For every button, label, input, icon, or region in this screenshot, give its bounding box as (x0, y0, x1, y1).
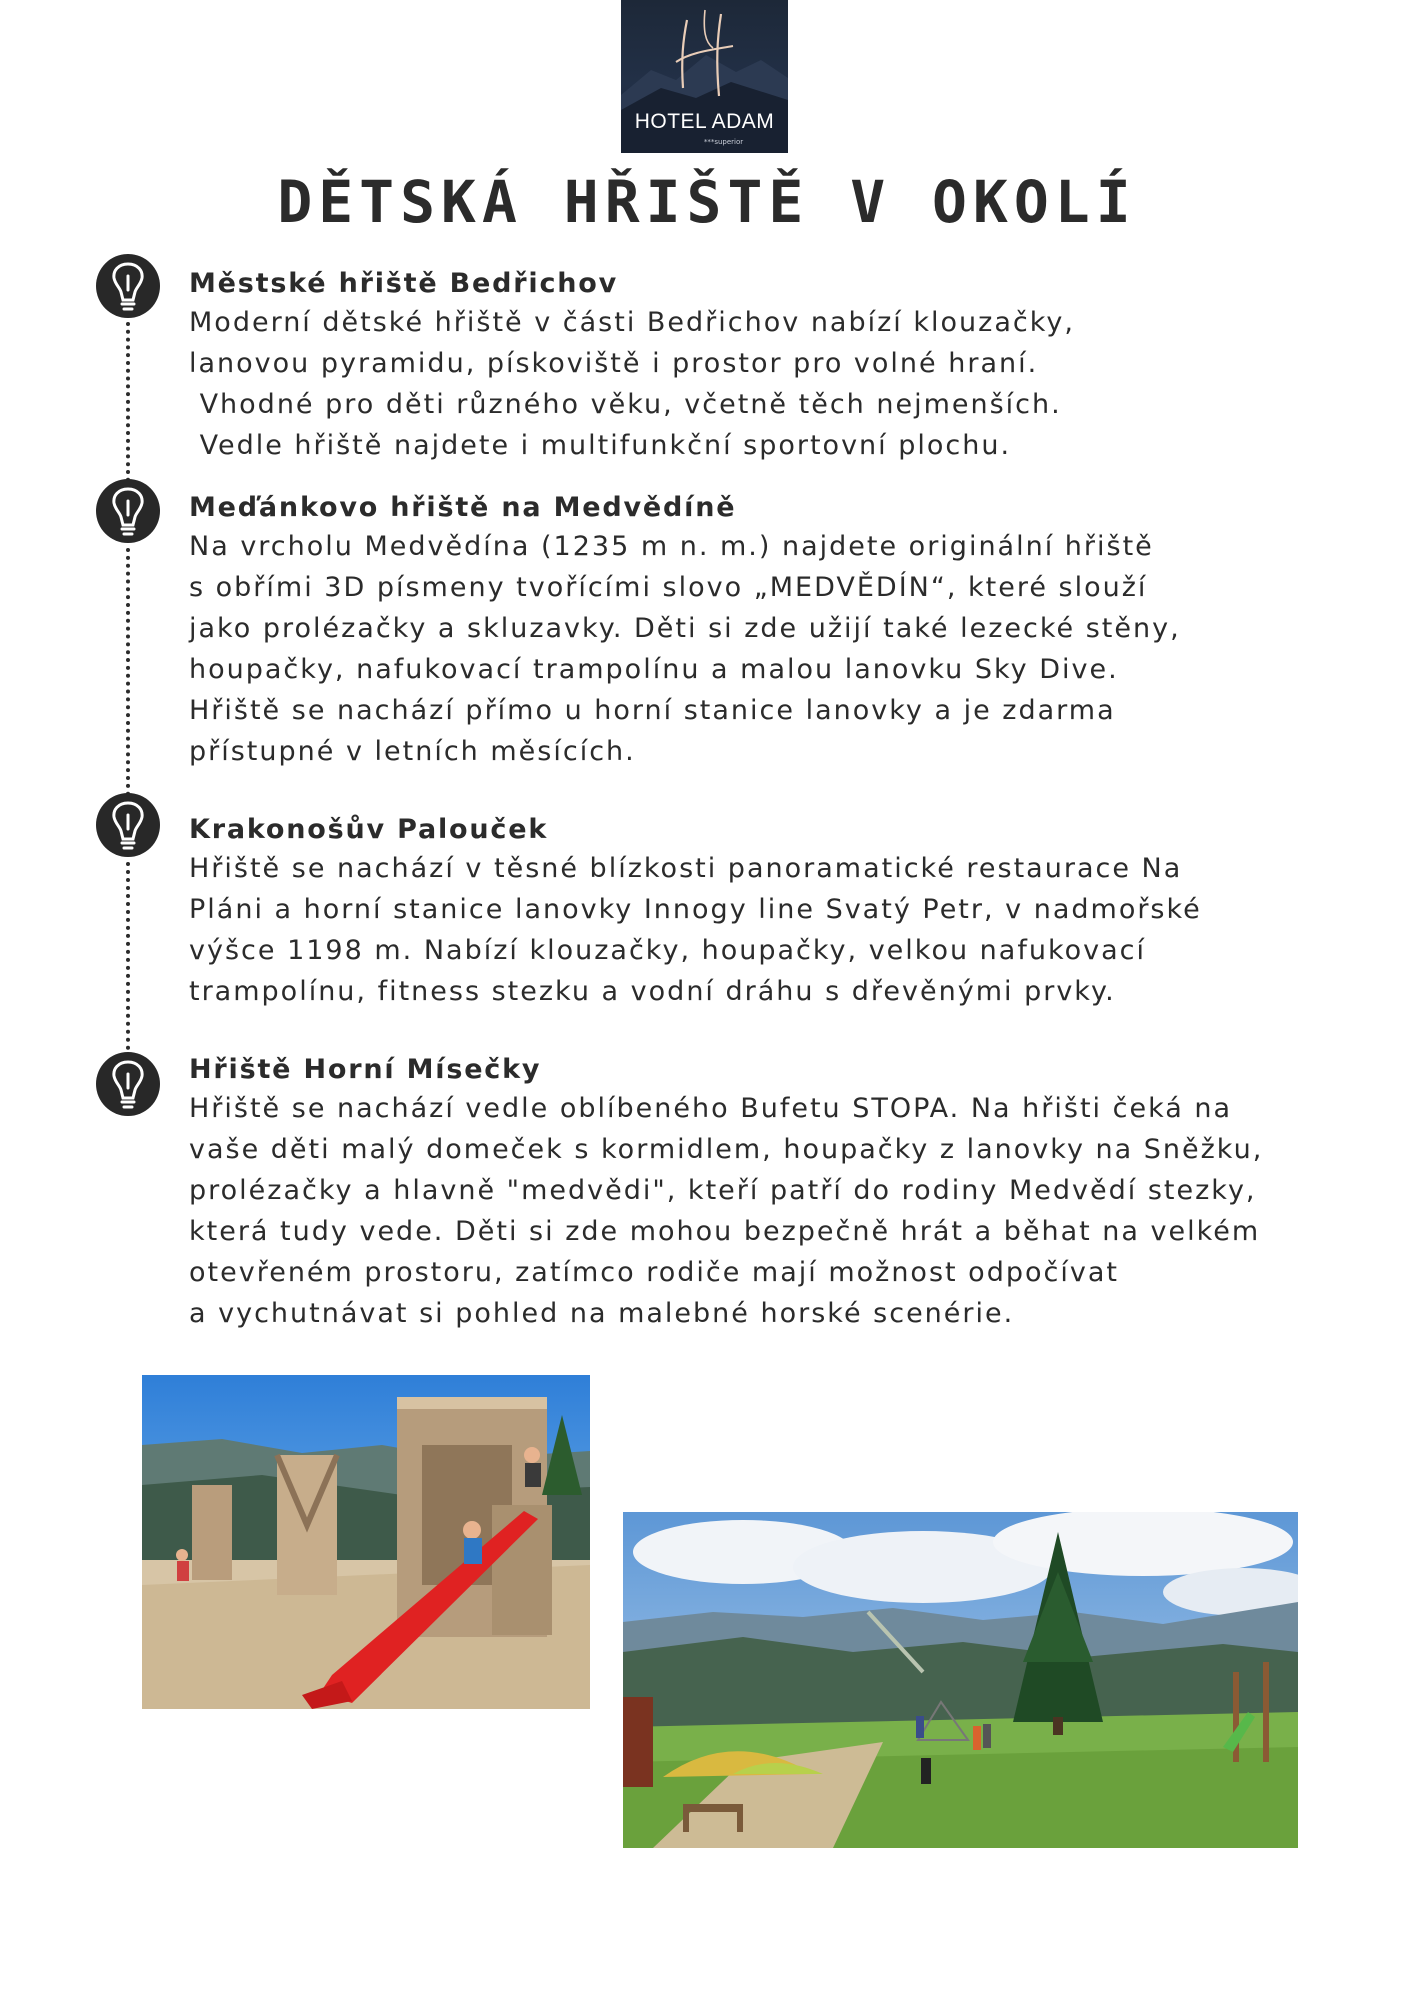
section-text-line: Hřiště se nachází vedle oblíbeného Bufetu STOPA. Na hřišti čeká na (189, 1093, 1233, 1124)
section-text-line: s obřími 3D písmeny tvořícími slovo „MEDVĚDÍN“, které slouží (189, 572, 1148, 603)
section-heading: Městské hřiště Bedřichov (189, 268, 619, 299)
section-heading: Krakonošův Palouček (189, 814, 549, 845)
section-text-line: jako prolézačky a skluzavky. Děti si zde užijí také lezecké stěny, (189, 613, 1181, 644)
section-text-line: Vedle hřiště najdete i multifunkční sportovní plochu. (189, 430, 1012, 461)
section-text-line: houpačky, nafukovací trampolínu a malou lanovku Sky Dive. (189, 654, 1119, 685)
lightbulb-icon (96, 1052, 160, 1116)
section-text-line: Na vrcholu Medvědína (1235 m n. m.) najdete originální hřiště (189, 531, 1154, 562)
photo-mountain-playground (623, 1512, 1298, 1848)
section-text-line: Hřiště se nachází přímo u horní stanice lanovky a je zdarma (189, 695, 1116, 726)
section-text-line: Hřiště se nachází v těsné blízkosti panoramatické restaurace Na (189, 853, 1183, 884)
section-horni-misecky (189, 1052, 1264, 1334)
lightbulb-icon (96, 479, 160, 543)
section-text-line: otevřeném prostoru, zatímco rodiče mají možnost odpočívat (189, 1257, 1119, 1288)
section-text-line: přístupné v letních měsících. (189, 736, 636, 767)
section-text-line: Moderní dětské hřiště v části Bedřichov nabízí klouzačky, (189, 307, 1075, 338)
section-text-line: a vychutnávat si pohled na malebné horské scenérie. (189, 1298, 1015, 1329)
section-text-line: výšce 1198 m. Nabízí klouzačky, houpačky, velkou nafukovací (189, 935, 1147, 966)
hotel-logo (621, 0, 788, 153)
section-medvedin (189, 490, 1239, 772)
section-bedrichov (189, 266, 1239, 466)
logo-subtitle: ***superior (703, 138, 744, 146)
section-heading: Meďánkovo hřiště na Medvědíně (189, 492, 737, 523)
section-text-line: Vhodné pro děti různého věku, včetně těch nejmenších. (189, 389, 1062, 420)
section-text-line: která tudy vede. Děti si zde mohou bezpečně hrát a běhat na velkém (189, 1216, 1261, 1247)
logo-name: HOTEL ADAM (634, 110, 775, 133)
timeline-connector (126, 862, 130, 1058)
section-text-line: vaše děti malý domeček s kormidlem, houpačky z lanovky na Sněžku, (189, 1134, 1264, 1165)
lightbulb-icon (96, 254, 160, 318)
section-heading: Hřiště Horní Mísečky (189, 1054, 542, 1085)
section-text-line: trampolínu, fitness stezku a vodní dráhu s dřevěnými prvky. (189, 976, 1116, 1007)
photo-medvedin-letters (142, 1375, 590, 1709)
section-text-line: lanovou pyramidu, pískoviště i prostor pro volné hraní. (189, 348, 1039, 379)
timeline-connector (126, 548, 130, 796)
timeline-connector (126, 322, 130, 482)
page-title: DĚTSKÁ HŘIŠTĚ V OKOLÍ (277, 168, 1137, 236)
section-krakonosuv-paloucek (189, 812, 1239, 1012)
section-text-line: prolézačky a hlavně "medvědi", kteří patří do rodiny Medvědí stezky, (189, 1175, 1257, 1206)
lightbulb-icon (96, 793, 160, 857)
section-text-line: Pláni a horní stanice lanovky Innogy line Svatý Petr, v nadmořské (189, 894, 1202, 925)
